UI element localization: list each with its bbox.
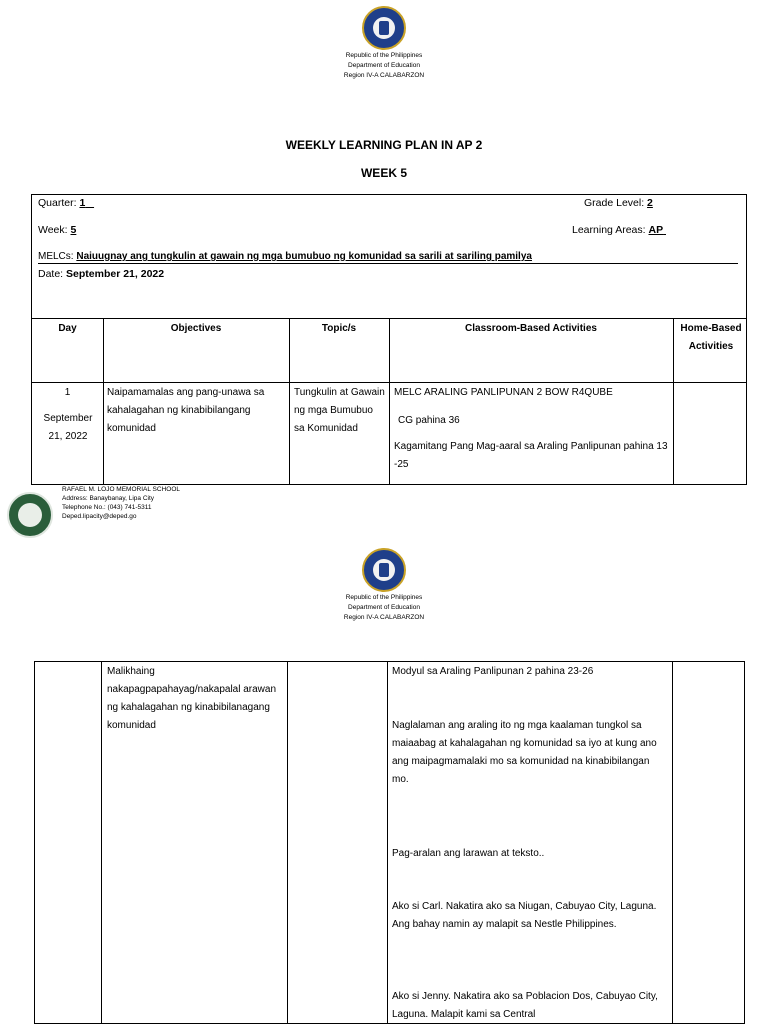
activity-2c: Pag-aralan ang larawan at teksto.. [392, 848, 545, 859]
melcs-label: MELCs: [38, 251, 74, 262]
week-field [38, 224, 76, 237]
header-objectives: Objectives [170, 323, 222, 334]
activity-1a: MELC ARALING PANLIPUNAN 2 BOW R4QUBE [394, 387, 613, 398]
grade-field [584, 197, 653, 210]
header-classroom-activities: Classroom-Based Activities [465, 323, 597, 334]
deped-seal-logo-page2 [362, 548, 406, 592]
objective-1: Naipamamalas ang pang-unawa sa kahalagahan ng kinabibilangang komunidad [107, 387, 265, 434]
header-day: Day [58, 323, 77, 334]
deped-seal-logo [362, 6, 406, 50]
activity-1c: Kagamitang Pang Mag-aaral sa Araling Panlipunan pahina 13 -25 [394, 441, 668, 470]
quarter-label: Quarter: [38, 197, 77, 209]
quarter-field [38, 197, 94, 210]
activity-2d: Ako si Carl. Nakatira ako sa Niugan, Cabuyao City, Laguna. Ang bahay namin ay malapit sa Nestle Philippines. [392, 901, 657, 930]
activity-1b: CG pahina 36 [398, 415, 460, 426]
header-topics: Topic/s [321, 323, 357, 334]
melcs-value: Naiuugnay ang tungkulin at gawain ng mga bumubuo ng komunidad sa sarili at sariling pamilya [76, 251, 532, 262]
header-region: Region IV-A CALABARZON [343, 72, 425, 79]
lesson-table-page2 [34, 661, 745, 1024]
grade-value: 2 [647, 197, 653, 209]
date-field [38, 268, 164, 281]
areas-value: AP [648, 224, 664, 236]
day-date: September 21, 2022 [43, 413, 93, 442]
school-seal-logo [7, 492, 53, 538]
date-label: Date: [38, 268, 64, 280]
topic-1: Tungkulin at Gawain ng mga Bumubuo sa Komunidad [294, 387, 385, 434]
info-box [31, 194, 747, 319]
page2-header [284, 593, 484, 623]
grade-label: Grade Level: [584, 197, 645, 209]
header2-region: Region IV-A CALABARZON [343, 614, 425, 621]
week-title: WEEK 5 [360, 166, 407, 180]
header2-republic: Republic of the Philippines [345, 594, 423, 601]
melcs-field [38, 250, 738, 264]
header-department: Department of Education [348, 62, 420, 69]
page1-header [284, 51, 484, 81]
school-phone: Telephone No.: (043) 741-5311 [62, 504, 152, 511]
activity-2b: Naglalaman ang araling ito ng mga kaalaman tungkol sa maiaabag at kahalagahan ng komunidad sa iyo at kung ano ang maipagmamalaki mo sa komunidad na kinabibilangan mo. [392, 720, 657, 785]
objective-2: Malikhaing nakapagpapahayag/nakapalal arawan ng kahalagahan ng kinabibilanagang komunidad [107, 666, 277, 731]
header-home-activities: Home-Based Activities [680, 323, 742, 352]
school-address: Address: Banaybanay, Lipa City [62, 495, 155, 502]
week-value: 5 [70, 224, 77, 236]
date-value: September 21, 2022 [66, 268, 165, 280]
header-republic: Republic of the Philippines [345, 52, 423, 59]
school-footer [62, 485, 180, 521]
activity-2a: Modyul sa Araling Panlipunan 2 pahina 23-26 [392, 666, 594, 677]
areas-label: Learning Areas: [572, 224, 646, 236]
school-name: RAFAEL M. LOJO MEMORIAL SCHOOL [62, 486, 180, 493]
quarter-value: 1 [79, 197, 86, 209]
week-label: Week: [38, 224, 68, 236]
header2-department: Department of Education [348, 604, 420, 611]
day-number: 1 [64, 387, 71, 398]
activity-2e: Ako si Jenny. Nakatira ako sa Poblacion Dos, Cabuyao City, Laguna. Malapit kami sa Central [392, 991, 658, 1020]
areas-field [572, 224, 666, 237]
document-title: WEEKLY LEARNING PLAN IN AP 2 [285, 138, 483, 152]
school-email: Deped.lipacity@deped.go [62, 513, 137, 520]
lesson-table-page1 [31, 318, 747, 485]
